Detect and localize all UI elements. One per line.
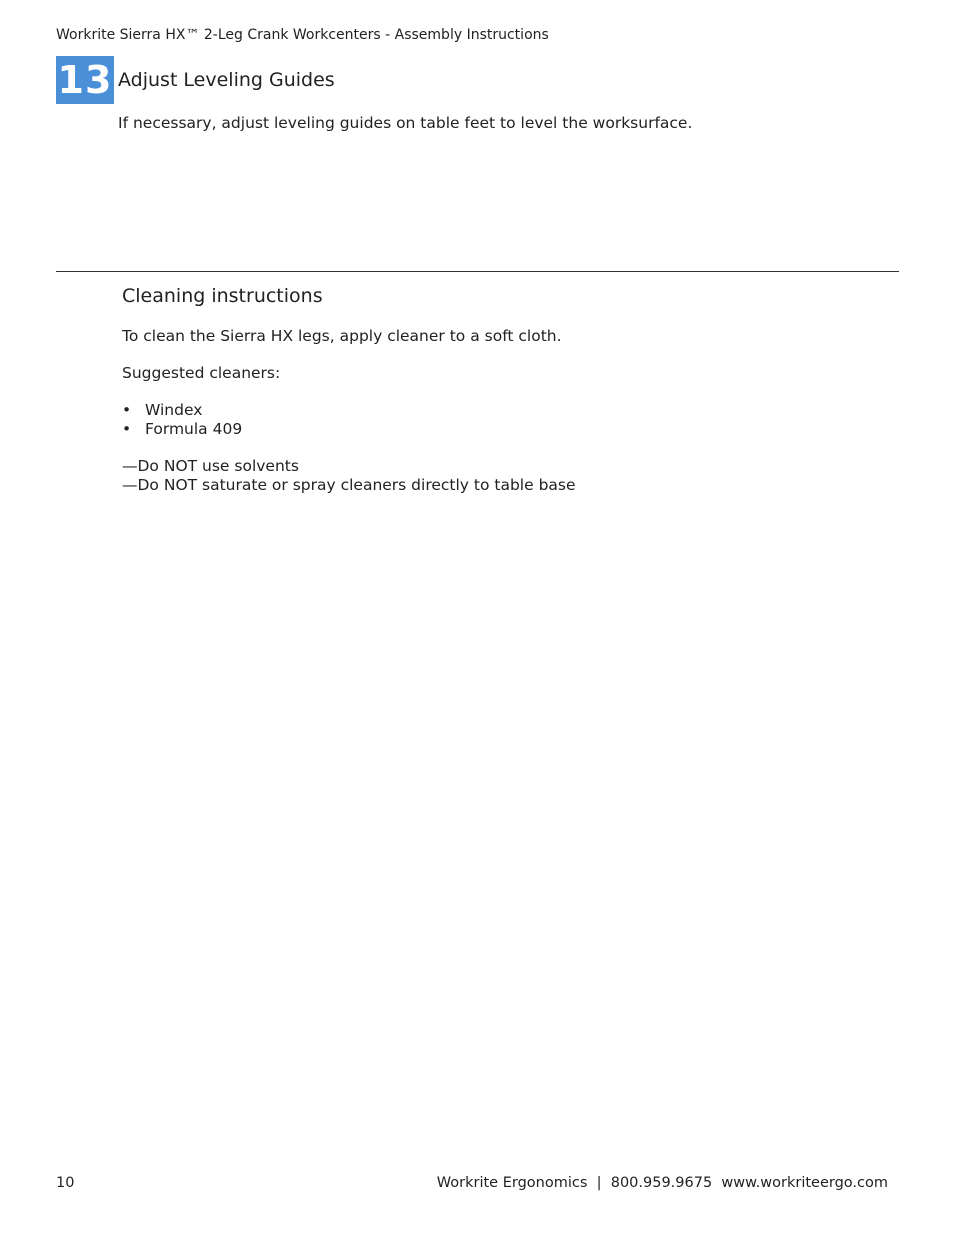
- footer-company: Workrite Ergonomics: [436, 1175, 588, 1191]
- cleaning-section: [122, 285, 576, 495]
- cleaner-name: Formula 409: [145, 420, 243, 438]
- bullet-icon: •: [122, 420, 132, 438]
- cleaning-heading: Cleaning instructions: [122, 285, 323, 307]
- page-number: 10: [56, 1175, 75, 1191]
- list-item: [122, 401, 576, 420]
- step-header: [56, 56, 335, 104]
- footer-website: www.workriteergo.com: [721, 1175, 888, 1191]
- warning-line: —Do NOT saturate or spray cleaners directly to table base: [122, 476, 576, 494]
- suggested-cleaners-label: Suggested cleaners:: [122, 364, 281, 382]
- footer-phone: 800.959.9675: [610, 1175, 713, 1191]
- running-header: Workrite Sierra HX™ 2-Leg Crank Workcenters - Assembly Instructions: [56, 27, 549, 43]
- section-divider: [56, 271, 899, 272]
- warning-line: —Do NOT use solvents: [122, 457, 299, 475]
- footer-contact: [437, 1175, 888, 1191]
- step-number-badge: 13: [57, 58, 113, 102]
- cleaner-name: Windex: [145, 401, 203, 419]
- footer-separator: |: [596, 1175, 602, 1191]
- cleaning-warnings: [122, 457, 576, 495]
- step-title: Adjust Leveling Guides: [118, 69, 335, 91]
- step-instruction: If necessary, adjust leveling guides on table feet to level the worksurface.: [118, 114, 693, 132]
- cleaning-intro: To clean the Sierra HX legs, apply cleaner to a soft cloth.: [122, 327, 562, 345]
- list-item: [122, 420, 576, 439]
- cleaner-list: [122, 401, 576, 439]
- bullet-icon: •: [122, 401, 132, 419]
